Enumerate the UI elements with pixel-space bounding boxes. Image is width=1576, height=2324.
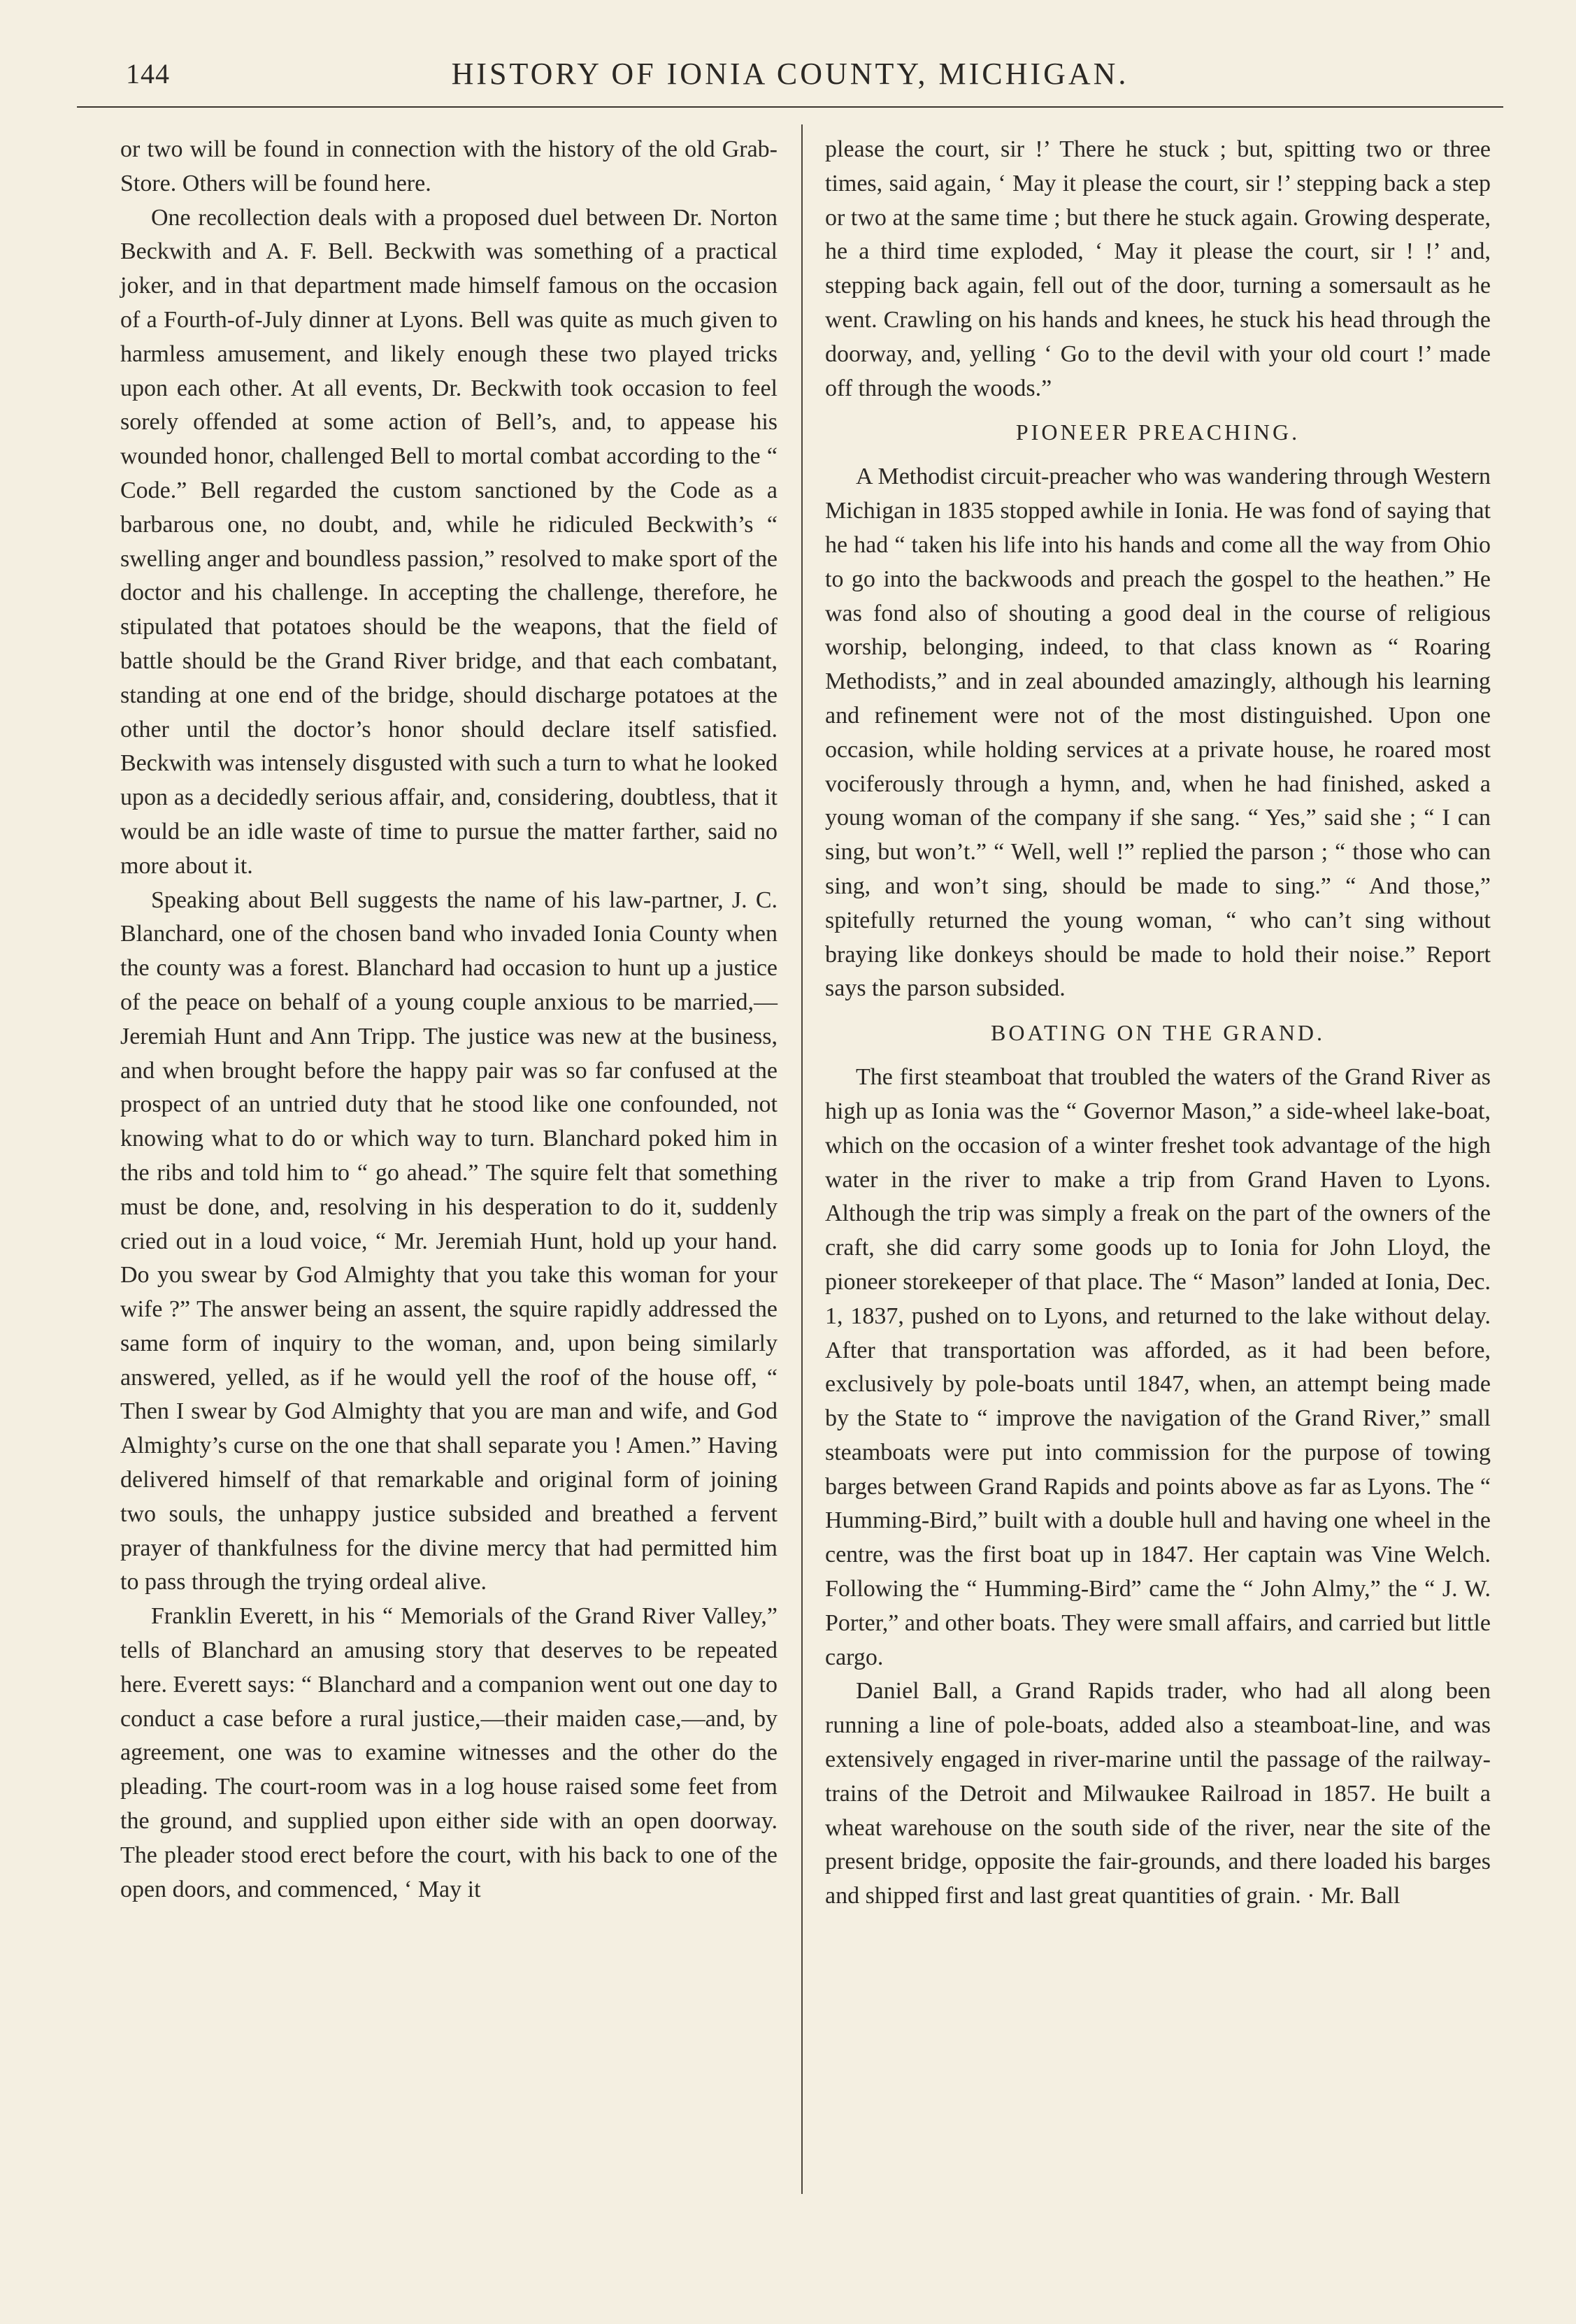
column-divider bbox=[801, 124, 803, 2194]
paragraph: Speaking about Bell suggests the name of his law-partner, J. C. Blanchard, one of the chosen band who invaded Ionia County when the county was a forest. Blanchard had occasion to hunt up a justice of the peace on behalf of a young couple anxious to be married,—Jeremiah Hunt and Ann Tripp. The justice was new at the business, and when brought before the happy pair was so far confused at the prospect of an untried duty that he stood like one confounded, not knowing what to do or which way to turn. Blanchard poked him in the ribs and told him to “ go ahead.” The squire felt that something must be done, and, resolving in his desperation to do it, suddenly cried out in a loud voice, “ Mr. Jeremiah Hunt, hold up your hand. Do you swear by God Almighty that you take this woman for your wife ?” The answer being an assent, the squire rapidly addressed the same form of inquiry to the woman, and, upon being similarly answered, yelled, as if he would yell the roof of the house off, “ Then I swear by God Almighty that you are man and wife, and God Almighty’s curse on the one that shall separate you ! Amen.” Having delivered himself of that remarkable and original form of joining two souls, the unhappy justice subsided and breathed a fervent prayer of thankfulness for the divine mercy that had permitted him to pass through the trying ordeal alive. bbox=[120, 887, 778, 1595]
header-rule bbox=[77, 106, 1503, 108]
paragraph: One recollection deals with a proposed duel between Dr. Norton Beckwith and A. F. Bell. Beckwith was something of a practical joker, and in that department made himself famous on the occasion of a Fourth-of-July dinner at Lyons. Bell was quite as much given to harmless amusement, and likely enough these two played tricks upon each other. At all events, Dr. Beckwith took occasion to feel sorely offended at some action of Bell’s, and, to appease his wounded honor, challenged Bell to mortal combat according to the “ Code.” Bell regarded the custom sanctioned by the Code as a barbarous one, no doubt, and, while he ridiculed Beckwith’s “ swelling anger and boundless passion,” resolved to make sport of the doctor and his challenge. In accepting the challenge, therefore, he stipulated that potatoes should be the weapons, that the field of battle should be the Grand River bridge, and that each combatant, standing at one end of the bridge, should discharge potatoes at the other until the doctor’s honor should declare itself satisfied. Beckwith was intensely disgusted with such a turn to what he looked upon as a decidedly serious affair, and, considering, doubtless, that it would be an idle waste of time to pursue the matter farther, said no more about it. bbox=[120, 204, 778, 879]
right-column bbox=[825, 133, 1491, 1914]
paragraph: or two will be found in connection with the history of the old Grab-Store. Others will be found here. bbox=[120, 136, 778, 196]
paragraph: The first steamboat that troubled the waters of the Grand River as high up as Ionia was the “ Governor Mason,” a side-wheel lake-boat, which on the occasion of a winter freshet took advantage of the high water in the river to make a trip from Grand Haven to Lyons. Although the trip was simply a freak on the part of the owners of the craft, she did carry some goods up to Ionia for John Lloyd, the pioneer storekeeper of that place. The “ Mason” landed at Ionia, Dec. 1, 1837, pushed on to Lyons, and returned to the lake without delay. After that transportation was afforded, as it had been before, exclusively by pole-boats until 1847, when, an attempt being made by the State to “ improve the navigation of the Grand River,” small steamboats were put into commission for the purpose of towing barges between Grand Rapids and points above as far as Lyons. The “ Humming-Bird,” built with a double hull and having one wheel in the centre, was the first boat up in 1847. Her captain was Vine Welch. Following the “ Humming-Bird” came the “ John Almy,” the “ J. W. Porter,” and other boats. They were small affairs, and carried but little cargo. bbox=[825, 1064, 1491, 1670]
paragraph: please the court, sir !’ There he stuck ; but, spitting two or three times, said again, ‘ May it please the court, sir !’ stepping back a step or two at the same time ; but there he stuck again. Growing desperate, he a third time exploded, ‘ May it please the court, sir ! !’ and, stepping back again, fell out of the door, turning a somersault as he went. Crawling on his hands and knees, he stuck his head through the doorway, and, yelling ‘ Go to the devil with your old court !’ made off through the woods.” bbox=[825, 136, 1491, 401]
running-title: HISTORY OF IONIA COUNTY, MICHIGAN. bbox=[451, 57, 1129, 91]
page-header bbox=[77, 50, 1503, 103]
paragraph: Daniel Ball, a Grand Rapids trader, who had all along been running a line of pole-boats, added also a steamboat-line, and was extensively engaged in river-marine until the passage of the railway-trains of the Detroit and Milwaukee Railroad in 1857. He built a wheat warehouse on the south side of the river, near the site of the present bridge, opposite the fair-grounds, and there loaded his barges and shipped first and last great quantities of grain. · Mr. Ball bbox=[825, 1678, 1491, 1909]
paragraph: A Methodist circuit-preacher who was wandering through Western Michigan in 1835 stopped awhile in Ionia. He was fond of saying that he had “ taken his life into his hands and come all the way from Ohio to go into the backwoods and preach the gospel to the heathen.” He was fond also of shouting a good deal in the course of religious worship, belonging, indeed, to that class known as “ Roaring Methodists,” and in zeal abounded amazingly, although his learning and refinement were not of the most distinguished. Upon one occasion, while holding services at a private house, he roared most vociferously through a hymn, and, when he had finished, asked a young woman of the company if she sang. “ Yes,” said she ; “ I can sing, but won’t.” “ Well, well !” replied the parson ; “ those who can sing, and won’t sing, should be made to sing.” “ And those,” spitefully returned the young woman, “ who can’t sing without braying like donkeys should be made to hold their noise.” Report says the parson subsided. bbox=[825, 464, 1491, 1002]
page-number: 144 bbox=[126, 58, 170, 89]
left-column bbox=[120, 133, 778, 1907]
paragraph: Franklin Everett, in his “ Memorials of the Grand River Valley,” tells of Blanchard an amusing story that deserves to be repeated here. Everett says: “ Blanchard and a companion went out one day to conduct a case before a rural justice,—their maiden case,—and, by agreement, one was to examine witnesses and the other do the pleading. The court-room was in a log house raised some feet from the ground, and supplied upon either side with an open doorway. The pleader stood erect before the court, with his back to one of the open doors, and commenced, ‘ May it bbox=[120, 1603, 778, 1902]
section-heading: BOATING ON THE GRAND. bbox=[990, 1020, 1326, 1046]
section-heading: PIONEER PREACHING. bbox=[1015, 419, 1301, 445]
